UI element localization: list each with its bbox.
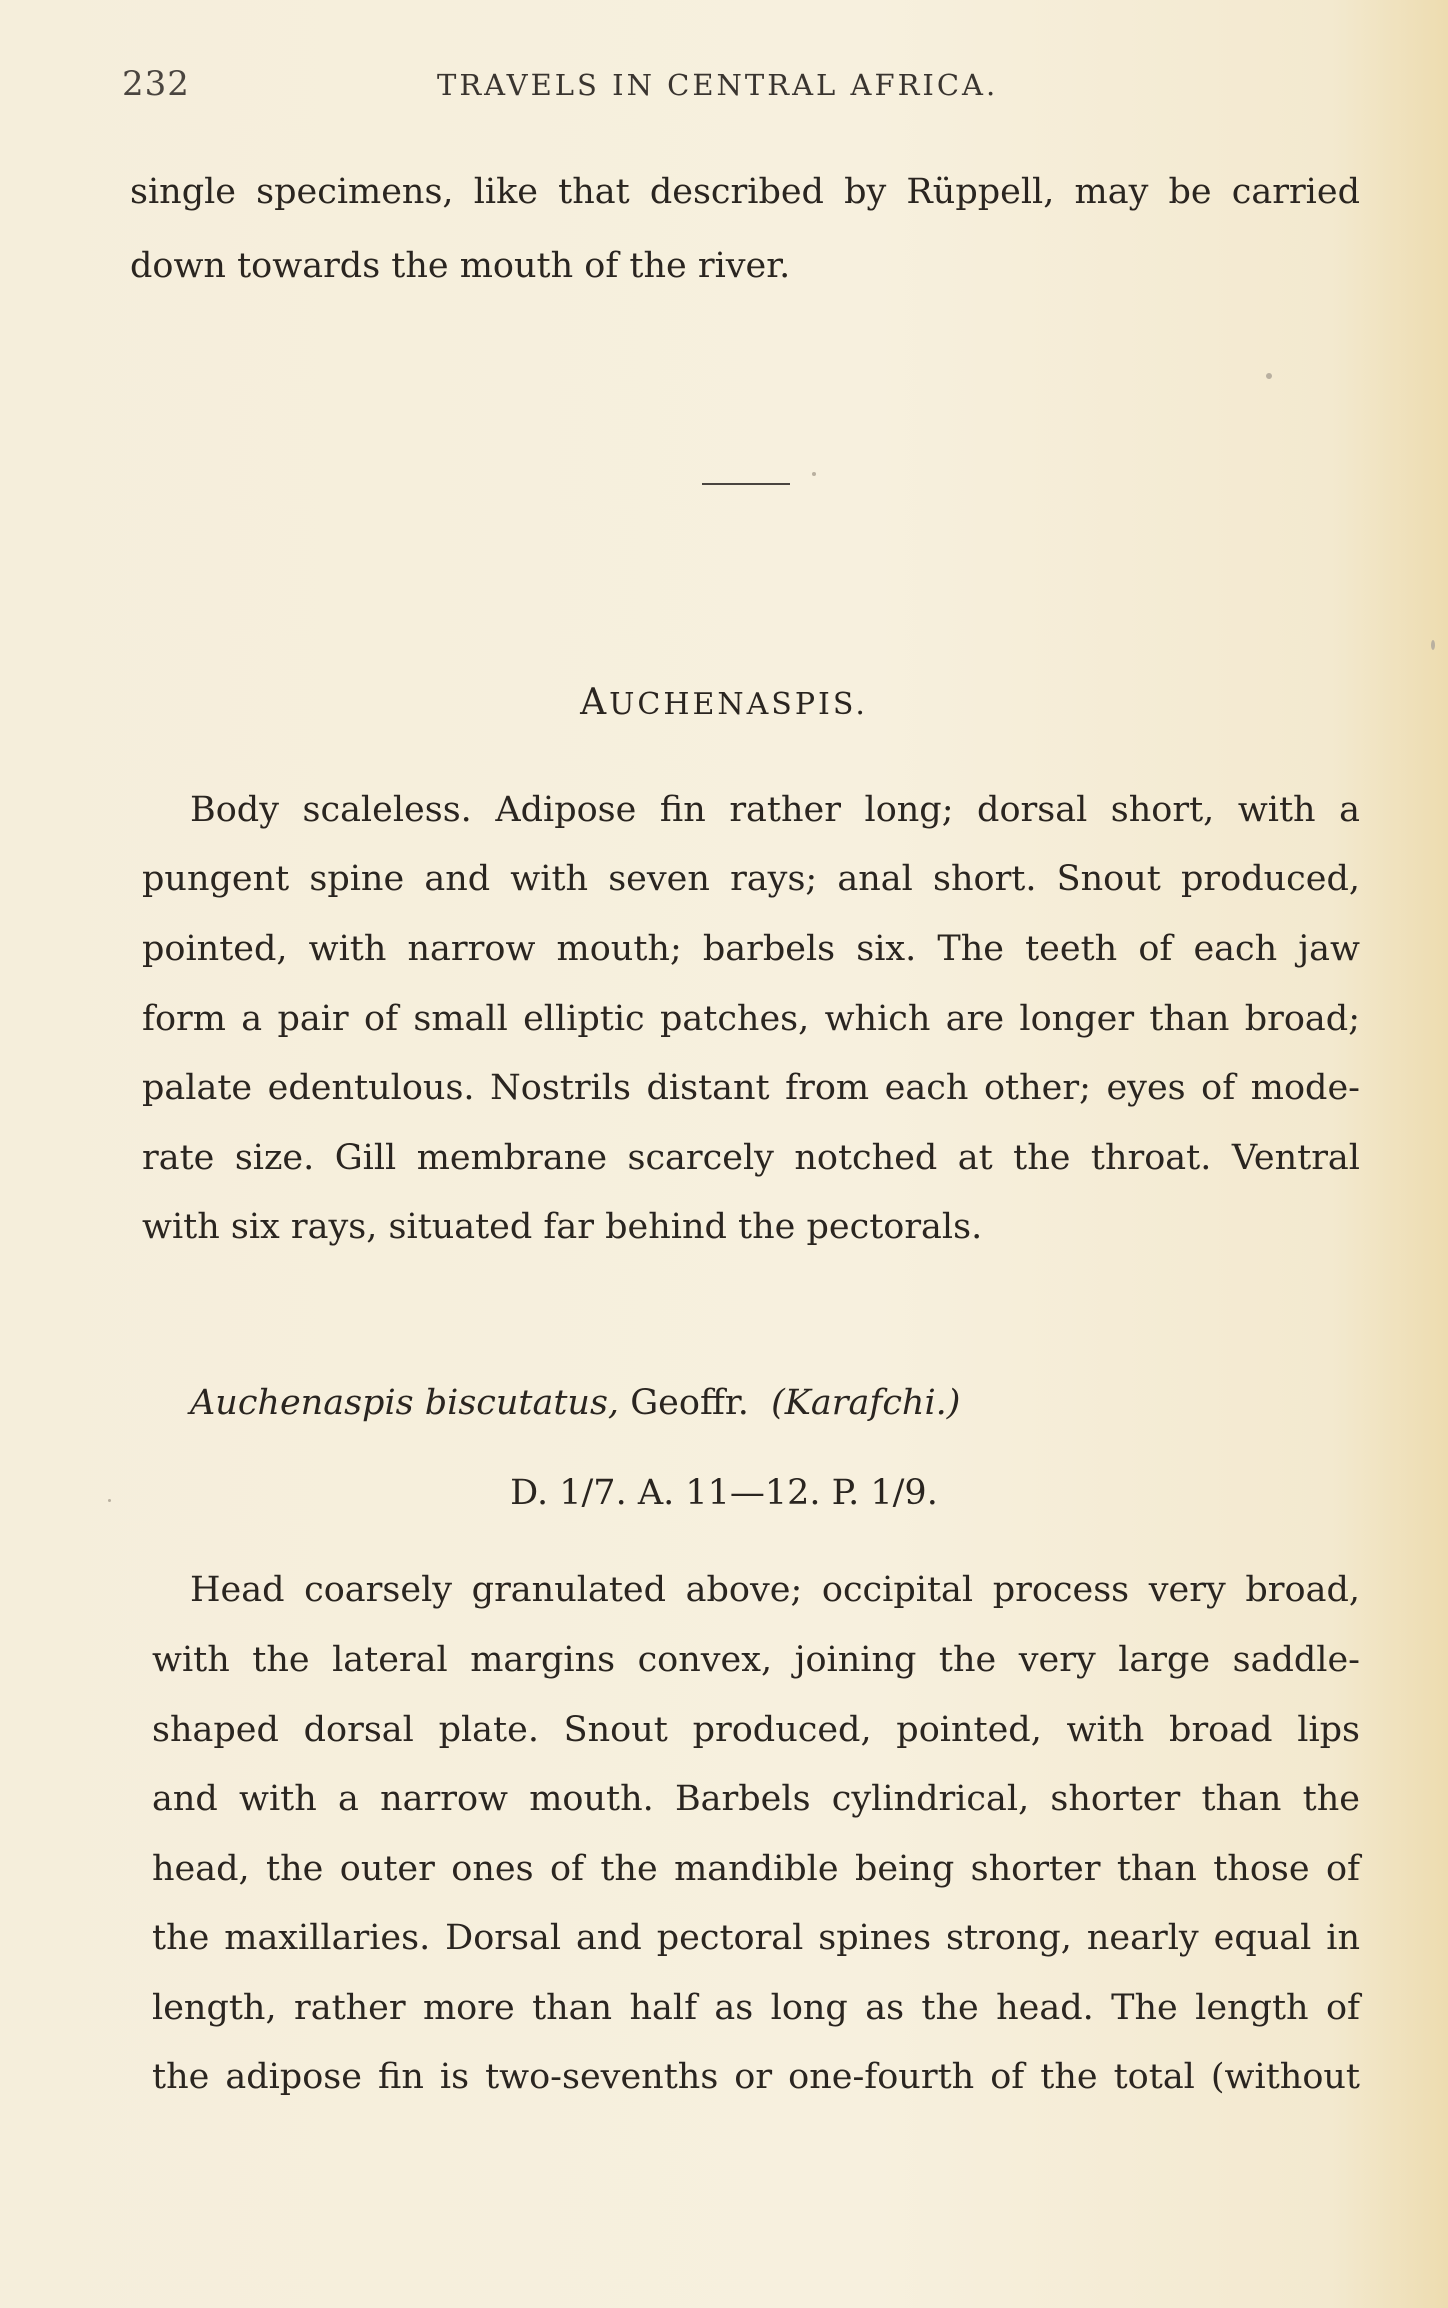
section-divider [702, 483, 790, 485]
text-line: pungent spine and with seven rays; anal short. Snout produced, [142, 859, 1360, 899]
paper-speck [108, 1499, 111, 1502]
genus-heading-initial: A [580, 682, 610, 723]
species-heading [190, 1383, 960, 1423]
paper-speck [1431, 640, 1435, 650]
text-line: Head coarsely granulated above; occipital process very broad, [190, 1570, 1360, 1610]
text-line: head, the outer ones of the mandible being shorter than those of [152, 1849, 1360, 1889]
text-line: palate edentulous. Nostrils distant from each other; eyes of mode- [142, 1068, 1360, 1108]
paper-speck [812, 472, 816, 476]
genus-heading-rest: UCHENASPIS. [609, 687, 868, 722]
text-line: rate size. Gill membrane scarcely notched at the throat. Ventral [142, 1138, 1360, 1178]
text-line: and with a narrow mouth. Barbels cylindrical, shorter than the [152, 1779, 1360, 1819]
genus-heading [0, 682, 1448, 723]
text-line: shaped dorsal plate. Snout produced, pointed, with broad lips [152, 1710, 1360, 1750]
text-line: down towards the mouth of the river. [130, 246, 791, 286]
text-line: the maxillaries. Dorsal and pectoral spines strong, nearly equal in [152, 1918, 1360, 1958]
text-line: length, rather more than half as long as the head. The length of [152, 1988, 1360, 2028]
species-name: Auchenaspis biscutatus, [190, 1383, 620, 1423]
text-line: Body scaleless. Adipose fin rather long; dorsal short, with a [190, 790, 1360, 830]
text-line: pointed, with narrow mouth; barbels six. The teeth of each jaw [142, 929, 1360, 969]
fin-formula: D. 1/7. A. 11—12. P. 1/9. [510, 1473, 938, 1513]
page-number: 232 [122, 64, 190, 104]
text-line: with the lateral margins convex, joining the very large saddle- [152, 1640, 1360, 1680]
paper-speck [1266, 373, 1272, 379]
text-line: single specimens, like that described by Rüppell, may be carried [130, 172, 1360, 212]
running-header [122, 64, 1362, 114]
species-author: Geoffr. [630, 1383, 749, 1423]
text-line: the adipose fin is two-sevenths or one-fourth of the total (without [152, 2057, 1360, 2097]
text-line: form a pair of small elliptic patches, which are longer than broad; [142, 999, 1360, 1039]
species-vernacular: (Karafchi.) [771, 1383, 961, 1423]
running-title: TRAVELS IN CENTRAL AFRICA. [437, 68, 999, 102]
text-line: with six rays, situated far behind the pectorals. [142, 1207, 983, 1247]
